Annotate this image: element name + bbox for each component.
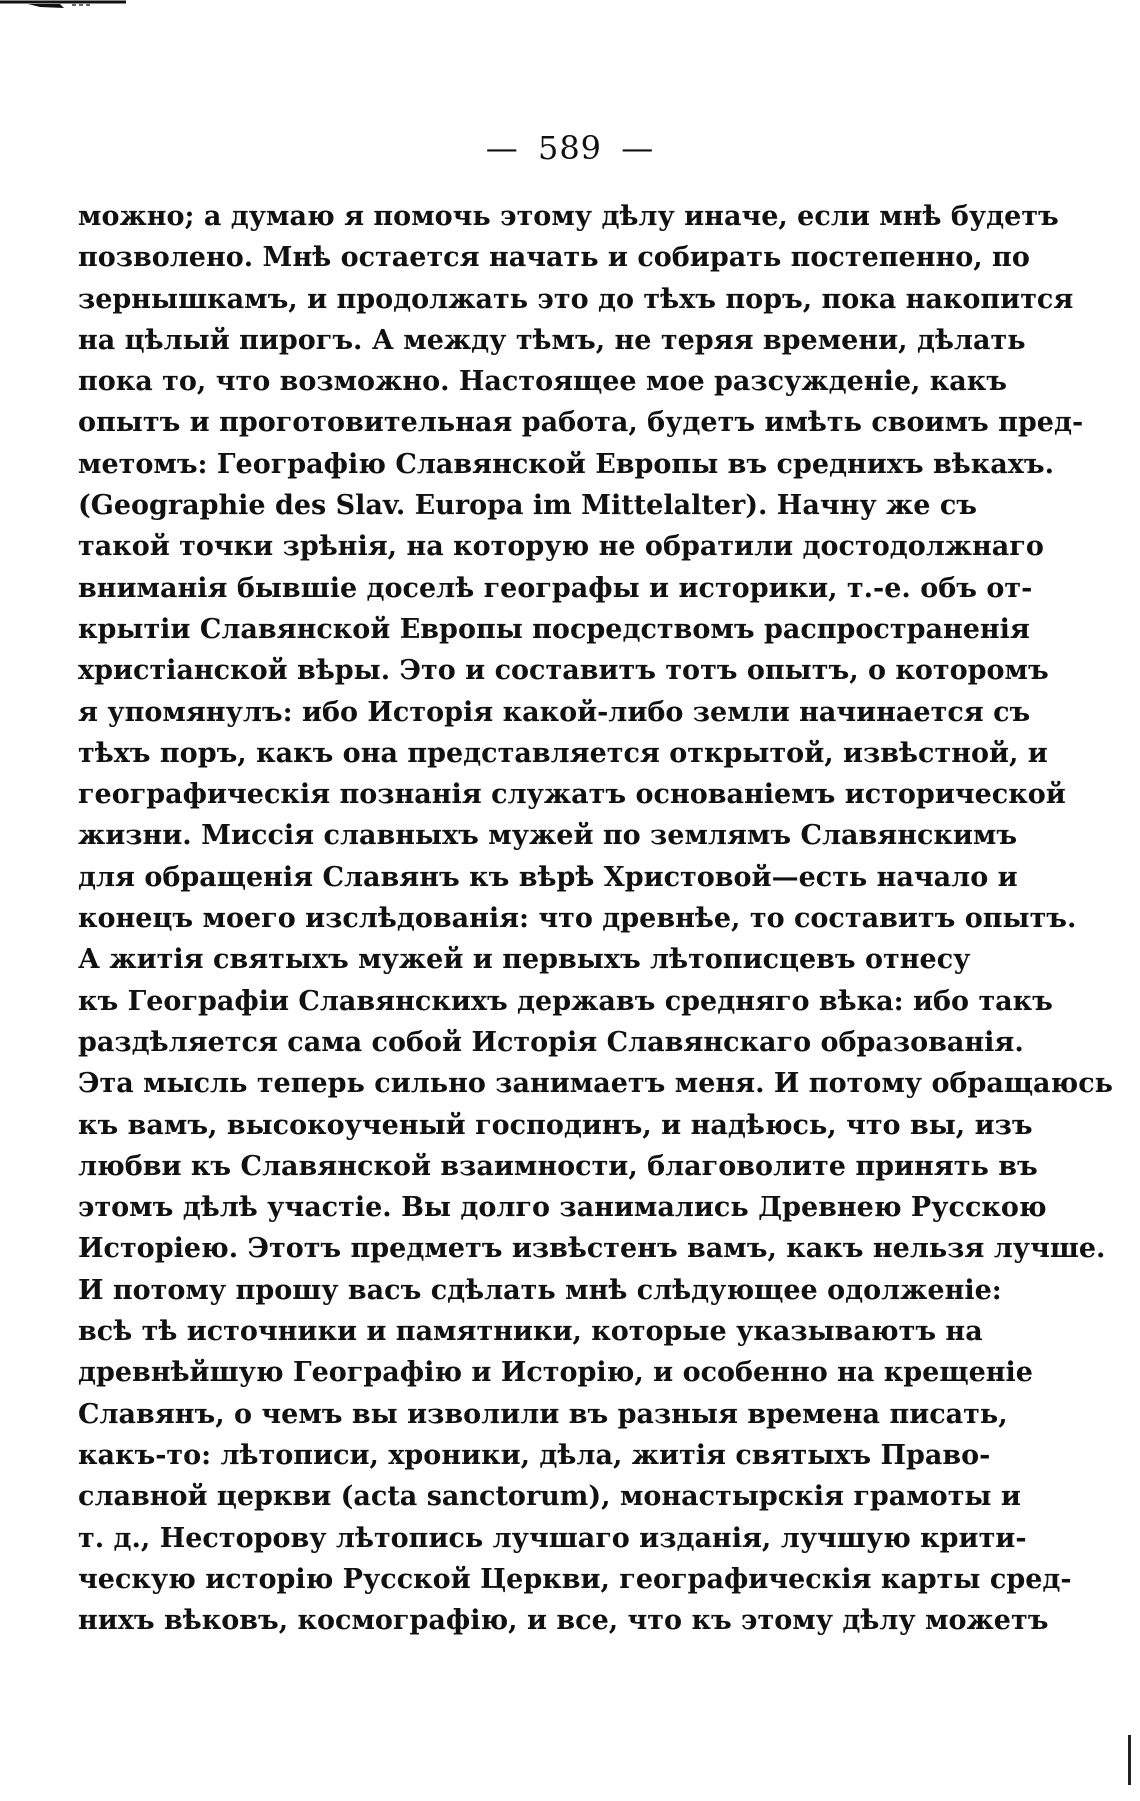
scan-edge-mark — [0, 0, 130, 16]
text-line: всѣ тѣ источники и памятники, которые указываютъ на — [78, 1316, 983, 1348]
page-number-value: 589 — [537, 129, 603, 167]
text-line: позволено. Мнѣ остается начать и собирать постепенно, по — [78, 242, 1030, 274]
page-number — [0, 128, 1140, 168]
scan-edge-line — [1128, 1735, 1131, 1785]
text-line: этомъ дѣлѣ участіе. Вы долго занимались Древнею Русскою — [78, 1192, 1047, 1224]
text-line: т. д., Несторову лѣтопись лучшаго изданія, лучшую крити- — [78, 1522, 1027, 1554]
text-line: опытъ и проготовительная работа, будетъ имѣть своимъ пред- — [78, 407, 1084, 439]
page-number-dash-left: — — [485, 129, 519, 167]
text-line: къ вамъ, высокоученый господинъ, и надѣюсь, что вы, изъ — [78, 1109, 1033, 1141]
text-line: тѣхъ поръ, какъ она представляется открытой, извѣстной, и — [78, 737, 1048, 769]
text-line: для обращенія Славянъ къ вѣрѣ Христовой—есть начало и — [78, 861, 1018, 893]
text-line: метомъ: Географію Славянской Европы въ среднихъ вѣкахъ. — [78, 448, 1054, 480]
text-line: А житія святыхъ мужей и первыхъ лѣтописцевъ отнесу — [78, 944, 971, 976]
text-line: конецъ моего изслѣдованія: что древнѣе, то составитъ опытъ. — [78, 903, 1077, 935]
text-line: нихъ вѣковъ, космографію, и все, что къ этому дѣлу можетъ — [78, 1605, 1049, 1637]
text-line: Славянъ, о чемъ вы изволили въ разныя времена писать, — [78, 1398, 1008, 1430]
text-line: вниманія бывшіе доселѣ географы и историки, т.-е. объ от- — [78, 572, 1033, 604]
text-line: Эта мысль теперь сильно занимаетъ меня. И потому обращаюсь — [78, 1068, 1114, 1100]
text-line: географическія познанія служатъ основаніемъ исторической — [78, 779, 1066, 811]
text-line: любви къ Славянской взаимности, благоволите принять въ — [78, 1150, 1038, 1182]
text-line: Исторіею. Этотъ предметъ извѣстенъ вамъ, какъ нельзя лучше. — [78, 1233, 1106, 1265]
text-line: на цѣлый пирогъ. А между тѣмъ, не теряя времени, дѣлать — [78, 324, 1026, 356]
text-line: крытіи Славянской Европы посредствомъ распространенія — [78, 613, 1030, 645]
text-line: христіанской вѣры. Это и составитъ тотъ опытъ, о которомъ — [78, 655, 1049, 687]
text-line: славной церкви (acta sanctorum), монастырскія грамоты и — [78, 1481, 1021, 1513]
text-line: можно; а думаю я помочь этому дѣлу иначе, если мнѣ будетъ — [78, 201, 1059, 232]
text-line: И потому прошу васъ сдѣлать мнѣ слѣдующее одолженіе: — [78, 1274, 1002, 1306]
body-text — [78, 196, 1114, 1641]
text-line: я упомянулъ: ибо Исторія какой-либо земли начинается съ — [78, 696, 1031, 728]
text-line: (Geographie des Slav. Europa im Mittelalter). Начну же съ — [78, 490, 978, 522]
text-line: къ Географіи Славянскихъ державъ средняго вѣка: ибо такъ — [78, 985, 1053, 1017]
text-line: раздѣляется сама собой Исторія Славянскаго образованія. — [78, 1026, 1024, 1058]
text-line: такой точки зрѣнія, на которую не обратили достодолжнаго — [78, 531, 1044, 563]
text-line: жизни. Миссія славныхъ мужей по землямъ Славянскимъ — [78, 820, 1018, 852]
page-number-dash-right: — — [621, 129, 655, 167]
text-line: зернышкамъ, и продолжать это до тѣхъ поръ, пока накопится — [78, 283, 1074, 315]
text-line: ческую исторію Русской Церкви, географическія карты сред- — [78, 1563, 1072, 1595]
text-line: какъ-то: лѣтописи, хроники, дѣла, житія святыхъ Право- — [78, 1439, 991, 1471]
text-line: пока то, что возможно. Настоящее мое разсужденіе, какъ — [78, 366, 1008, 398]
text-line: древнѣйшую Географію и Исторію, и особенно на крещеніе — [78, 1357, 1033, 1389]
